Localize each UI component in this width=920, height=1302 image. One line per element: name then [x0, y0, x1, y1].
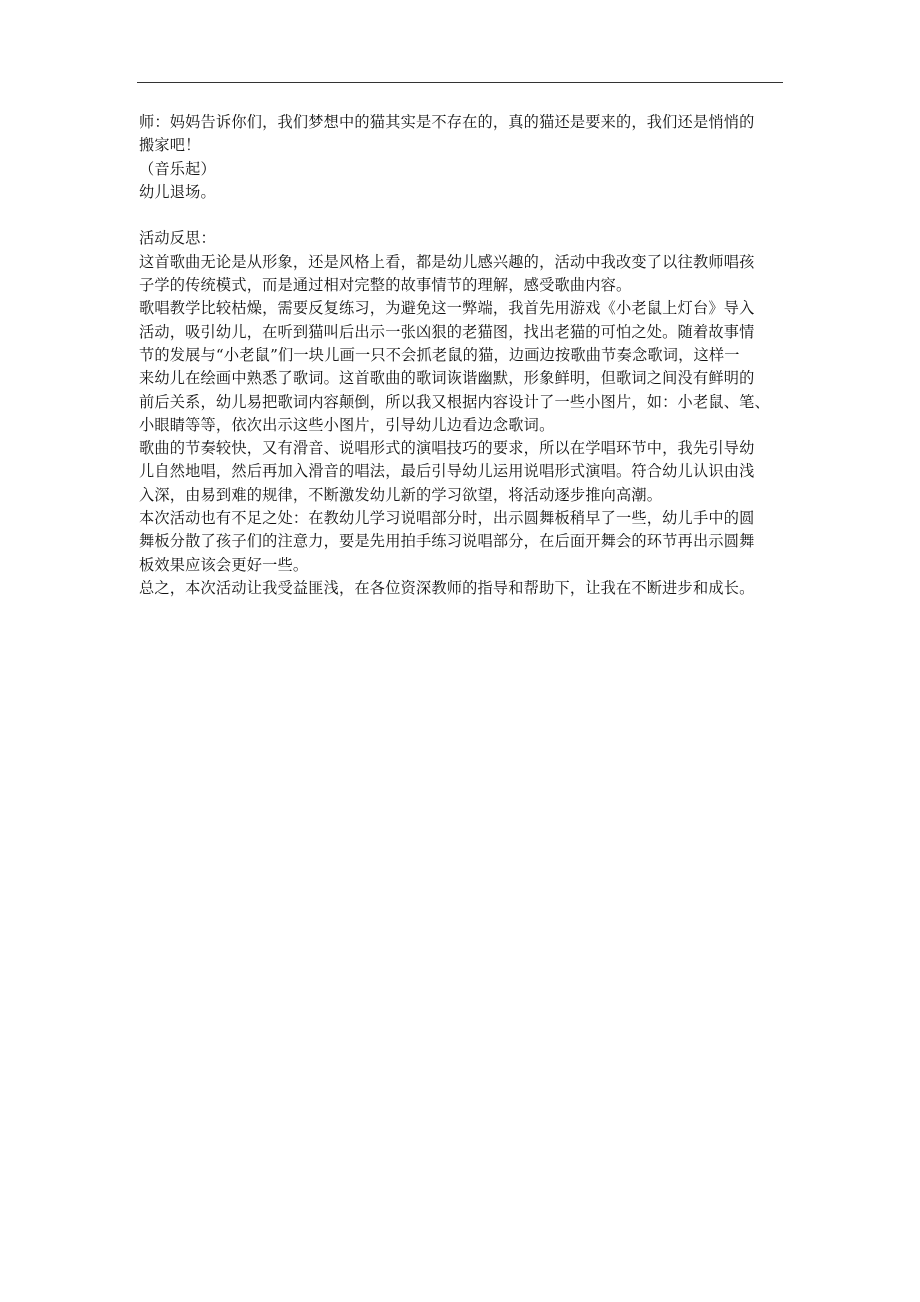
stage-direction: 幼儿退场。 — [139, 182, 216, 201]
paragraph-line: 儿自然地唱，然后再加入滑音的唱法，最后引导幼儿运用说唱形式演唱。符合幼儿认识由浅 — [139, 462, 755, 481]
paragraph-line: 总之，本次活动让我受益匪浅，在各位资深教师的指导和帮助下，让我在不断进步和成长。 — [139, 578, 755, 597]
paragraph-line: 活动，吸引幼儿，在听到猫叫后出示一张凶狠的老猫图，找出老猫的可怕之处。随着故事情 — [139, 322, 755, 341]
dialogue-line: 师：妈妈告诉你们，我们梦想中的猫其实是不存在的，真的猫还是要来的，我们还是悄悄的 — [139, 113, 755, 131]
paragraph-line: 这首歌曲无论是从形象，还是风格上看，都是幼儿感兴趣的，活动中我改变了以往教师唱孩 — [139, 252, 755, 271]
section-heading: 活动反思： — [139, 229, 216, 248]
header-rule — [137, 82, 783, 83]
dialogue-line: 搬家吧！ — [139, 136, 201, 155]
paragraph-line: 入深，由易到难的规律，不断激发幼儿新的学习欲望，将活动逐步推向高潮。 — [139, 485, 663, 504]
document-body — [139, 111, 799, 600]
paragraph-line: 来幼儿在绘画中熟悉了歌词。这首歌曲的歌词诙谐幽默，形象鲜明，但歌词之间没有鲜明的 — [139, 369, 755, 388]
paragraph-line: 节的发展与“小老鼠”们一块儿画一只不会抓老鼠的猫，边画边按歌曲节奏念歌词，这样一 — [139, 345, 740, 364]
paragraph-line: 歌唱教学比较枯燥，需要反复练习，为避免这一弊端，我首先用游戏《小老鼠上灯台》导入 — [139, 299, 755, 318]
paragraph-line: 板效果应该会更好一些。 — [139, 555, 309, 574]
paragraph-line: 歌曲的节奏较快，又有滑音、说唱形式的演唱技巧的要求，所以在学唱环节中，我先引导幼 — [139, 439, 755, 458]
stage-direction: （音乐起） — [139, 159, 216, 178]
blank-line — [139, 204, 799, 227]
paragraph-line: 舞板分散了孩子们的注意力，要是先用拍手练习说唱部分，在后面开舞会的环节再出示圆舞 — [139, 532, 755, 551]
paragraph-line: 前后关系，幼儿易把歌词内容颠倒，所以我又根据内容设计了一些小图片，如：小老鼠、笔、 — [139, 392, 770, 411]
paragraph-line: 本次活动也有不足之处：在教幼儿学习说唱部分时，出示圆舞板稍早了一些，幼儿手中的圆 — [139, 509, 755, 528]
paragraph-line: 小眼睛等等，依次出示这些小图片，引导幼儿边看边念歌词。 — [139, 415, 555, 434]
paragraph-line: 子学的传统模式，而是通过相对完整的故事情节的理解，感受歌曲内容。 — [139, 276, 632, 295]
